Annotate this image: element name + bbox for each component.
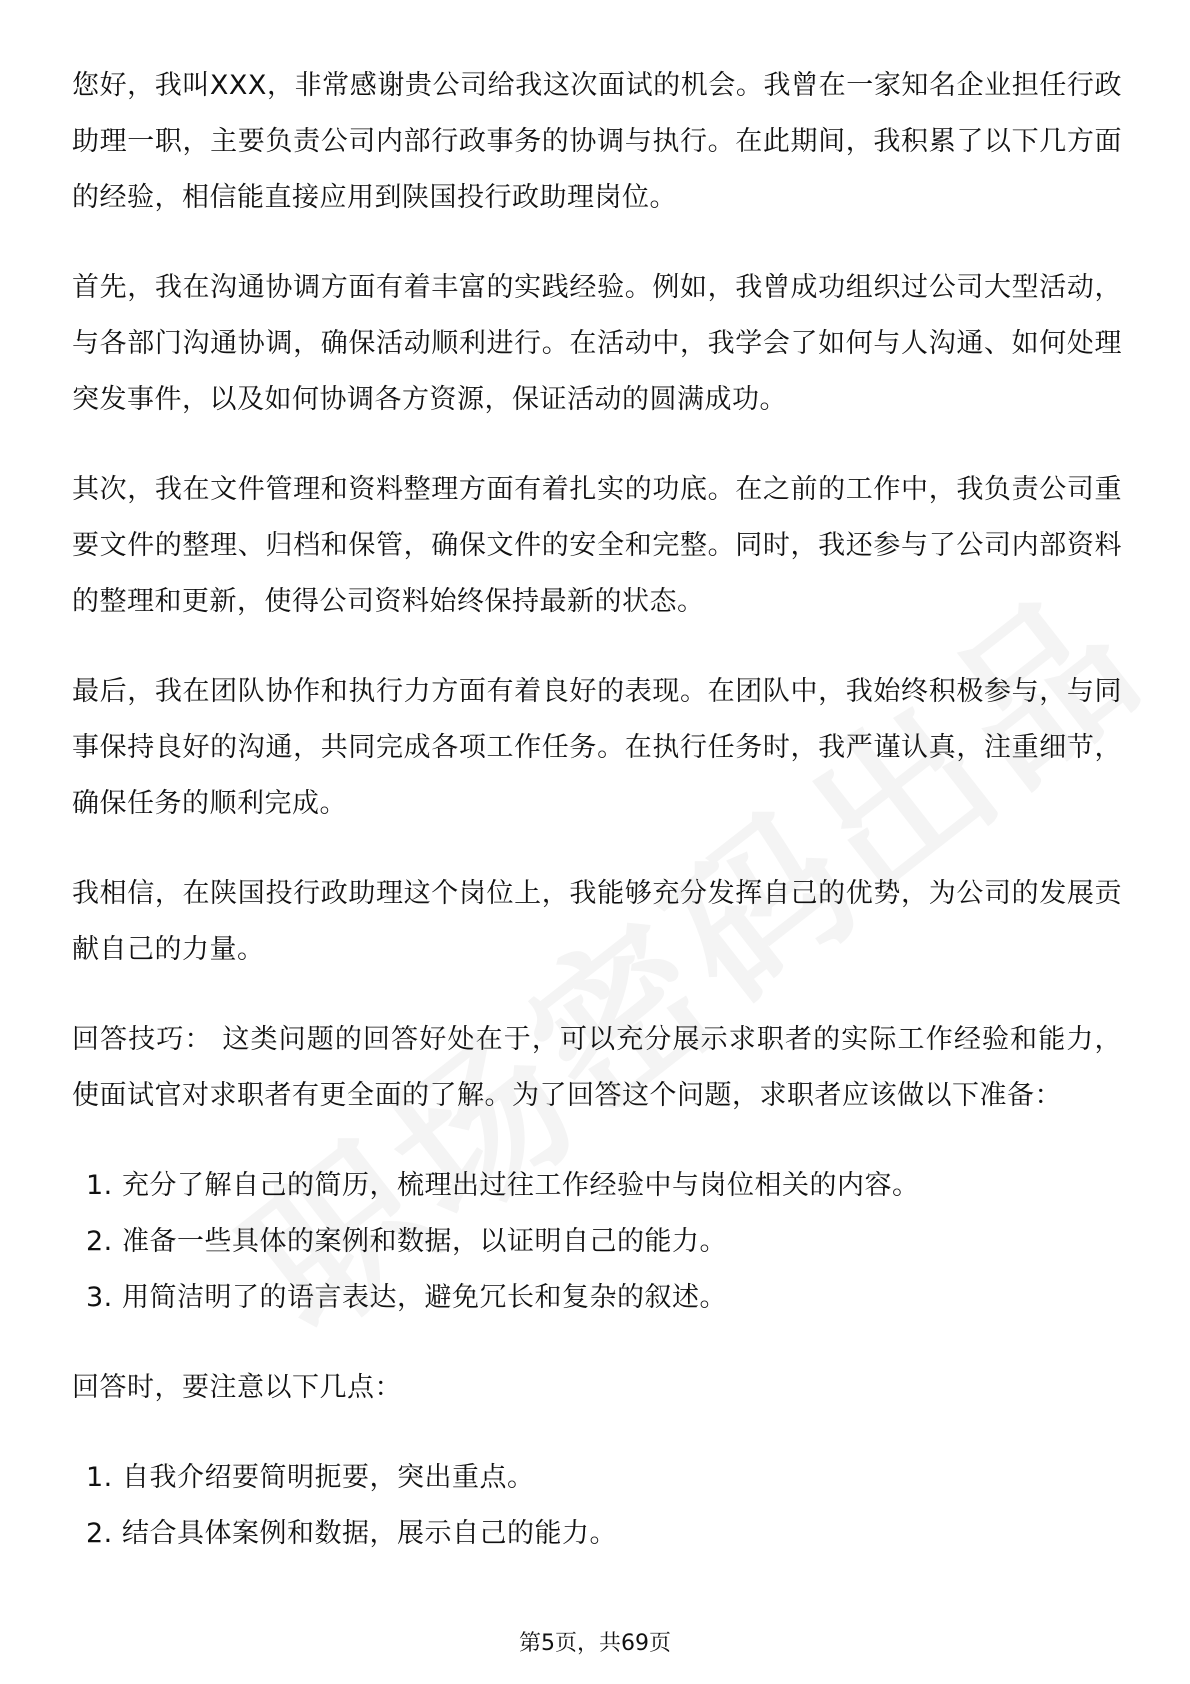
list-text: 自我介绍要简明扼要，突出重点。 [122, 1462, 535, 1493]
list-number: 2. [86, 1518, 113, 1549]
list-item [72, 1506, 1122, 1562]
list-number: 1. [86, 1170, 113, 1201]
list-item [72, 1158, 1122, 1214]
list-number: 1. [86, 1462, 113, 1493]
list-item [72, 1450, 1122, 1506]
list-text: 结合具体案例和数据，展示自己的能力。 [122, 1518, 617, 1549]
document-body [72, 58, 1122, 1596]
prep-list [72, 1158, 1122, 1326]
page-footer: 第5页，共69页 [519, 1631, 671, 1656]
paragraph-teamwork: 最后，我在团队协作和执行力方面有着良好的表现。在团队中，我始终积极参与，与同事保持良好的沟通，共同完成各项工作任务。在执行任务时，我严谨认真，注重细节，确保任务的顺利完成。 [72, 676, 1122, 819]
paragraph-answer-tips: 回答技巧： 这类问题的回答好处在于，可以充分展示求职者的实际工作经验和能力，使面试官对求职者有更全面的了解。为了回答这个问题，求职者应该做以下准备： [72, 1024, 1122, 1111]
list-number: 3. [86, 1282, 113, 1313]
paragraph-file-management: 其次，我在文件管理和资料整理方面有着扎实的功底。在之前的工作中，我负责公司重要文件的整理、归档和保管，确保文件的安全和完整。同时，我还参与了公司内部资料的整理和更新，使得公司资料始终保持最新的状态。 [72, 474, 1122, 617]
list-text: 用简洁明了的语言表达，避免冗长和复杂的叙述。 [122, 1282, 727, 1313]
notes-heading: 回答时，要注意以下几点： [72, 1372, 402, 1403]
paragraph-conclusion: 我相信，在陕国投行政助理这个岗位上，我能够充分发挥自己的优势，为公司的发展贡献自己的力量。 [72, 878, 1122, 965]
list-item [72, 1214, 1122, 1270]
notes-list [72, 1450, 1122, 1562]
list-text: 充分了解自己的简历，梳理出过往工作经验中与岗位相关的内容。 [122, 1170, 920, 1201]
list-number: 2. [86, 1226, 113, 1257]
paragraph-intro: 您好，我叫XXX，非常感谢贵公司给我这次面试的机会。我曾在一家知名企业担任行政助理一职，主要负责公司内部行政事务的协调与执行。在此期间，我积累了以下几方面的经验，相信能直接应用到陕国投行政助理岗位。 [72, 70, 1122, 213]
list-item [72, 1270, 1122, 1326]
list-text: 准备一些具体的案例和数据，以证明自己的能力。 [122, 1226, 727, 1257]
paragraph-communication: 首先，我在沟通协调方面有着丰富的实践经验。例如，我曾成功组织过公司大型活动，与各部门沟通协调，确保活动顺利进行。在活动中，我学会了如何与人沟通、如何处理突发事件，以及如何协调各方资源，保证活动的圆满成功。 [72, 272, 1122, 415]
